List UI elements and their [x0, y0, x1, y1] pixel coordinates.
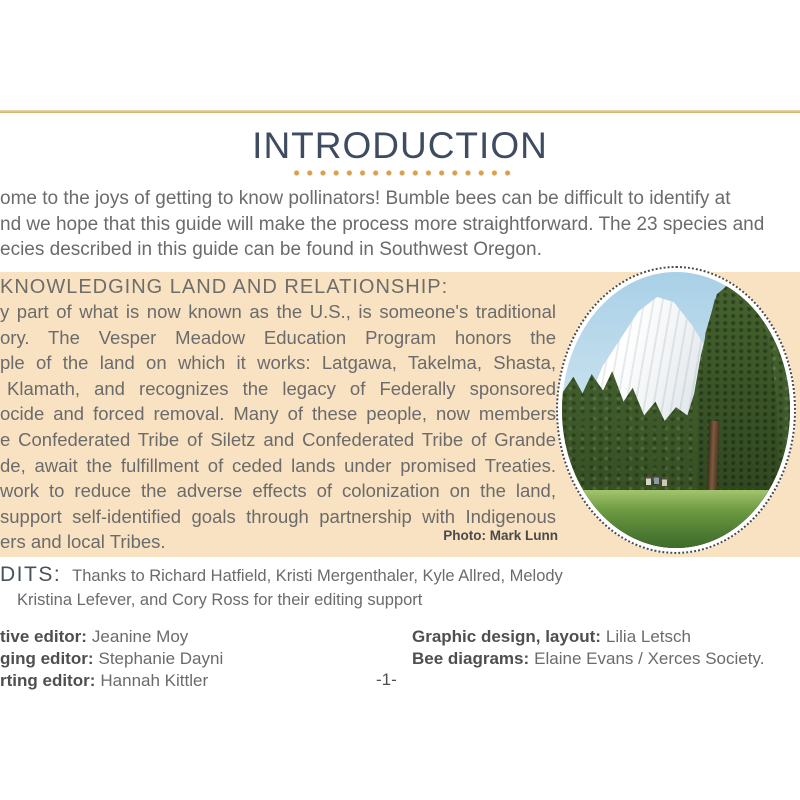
- ack-line: de, await the fulfillment of ceded lands under promised Treaties.: [0, 454, 556, 476]
- design-label: Graphic design, layout:: [412, 627, 601, 646]
- ack-line: y part of what is now known as the U.S., is someone's traditional: [0, 301, 556, 322]
- photo-person: [646, 476, 651, 485]
- ack-line: ple of the land on which it works: Latgawa, Takelma, Shasta,: [0, 352, 556, 374]
- page-title: INTRODUCTION: [252, 125, 548, 166]
- photo-person: [662, 477, 667, 486]
- editor-label: tive editor:: [0, 627, 87, 646]
- editors-column-left: [0, 626, 223, 692]
- editor-row: [0, 626, 223, 648]
- credits-text-line1: Thanks to Richard Hatfield, Kristi Mergenthaler, Kyle Allred, Melody: [72, 567, 563, 585]
- design-column-right: [412, 626, 764, 670]
- mountain-photo-circle: [556, 266, 796, 554]
- land-acknowledgment-heading: KNOWLEDGING LAND AND RELATIONSHIP:: [0, 276, 449, 298]
- editor-name: Hannah Kittler: [100, 671, 209, 690]
- ack-line: work to reduce the adverse effects of colonization on the land,: [0, 480, 556, 502]
- ack-line: e Confederated Tribe of Siletz and Confederated Tribe of Grande: [0, 428, 556, 450]
- ack-line: ory. The Vesper Meadow Education Program honors the: [0, 326, 556, 348]
- intro-line: ome to the joys of getting to know pollinators! Bumble bees can be difficult to identify at: [0, 188, 731, 209]
- editor-row: [0, 648, 223, 670]
- credits-heading: DITS:: [0, 563, 62, 586]
- title-block: [0, 127, 800, 176]
- editor-label: ging editor:: [0, 649, 94, 668]
- land-acknowledgment-panel: [0, 272, 800, 557]
- design-name: Lilia Letsch: [605, 627, 691, 646]
- design-label: Bee diagrams:: [412, 649, 530, 668]
- intro-line: ecies described in this guide can be found in Southwest Oregon.: [0, 239, 542, 260]
- land-acknowledgment-text: [0, 299, 556, 555]
- ack-line: ers and local Tribes.: [0, 531, 166, 553]
- intro-paragraph: [0, 186, 800, 263]
- design-row: [412, 648, 764, 670]
- design-row: [412, 626, 764, 648]
- mountain-meadow-photo: [562, 272, 790, 548]
- credits-text-line2: Kristina Lefever, and Cory Ross for their editing support: [17, 591, 423, 609]
- title-dots-ornament: [288, 170, 512, 176]
- top-gold-rule: [0, 110, 800, 113]
- intro-line: nd we hope that this guide will make the process more straightforward. The 23 species and: [0, 213, 765, 235]
- credits-section: [0, 563, 563, 587]
- design-name: Elaine Evans / Xerces Society.: [534, 649, 765, 668]
- editor-label: rting editor:: [0, 671, 96, 690]
- photo-people-group: [646, 473, 682, 501]
- ack-line: Klamath, and recognizes the legacy of Federally sponsored: [7, 377, 556, 399]
- page-number: -1-: [376, 670, 397, 689]
- editor-name: Jeanine Moy: [91, 627, 189, 646]
- ack-line: support self-identified goals through partnership with Indigenous: [0, 505, 556, 527]
- photo-person: [654, 475, 659, 484]
- editor-row: [0, 670, 223, 692]
- photo-credit: Photo: Mark Lunn: [443, 528, 558, 543]
- editor-name: Stephanie Dayni: [98, 649, 224, 668]
- ack-line: ocide and forced removal. Many of these people, now members: [0, 403, 556, 425]
